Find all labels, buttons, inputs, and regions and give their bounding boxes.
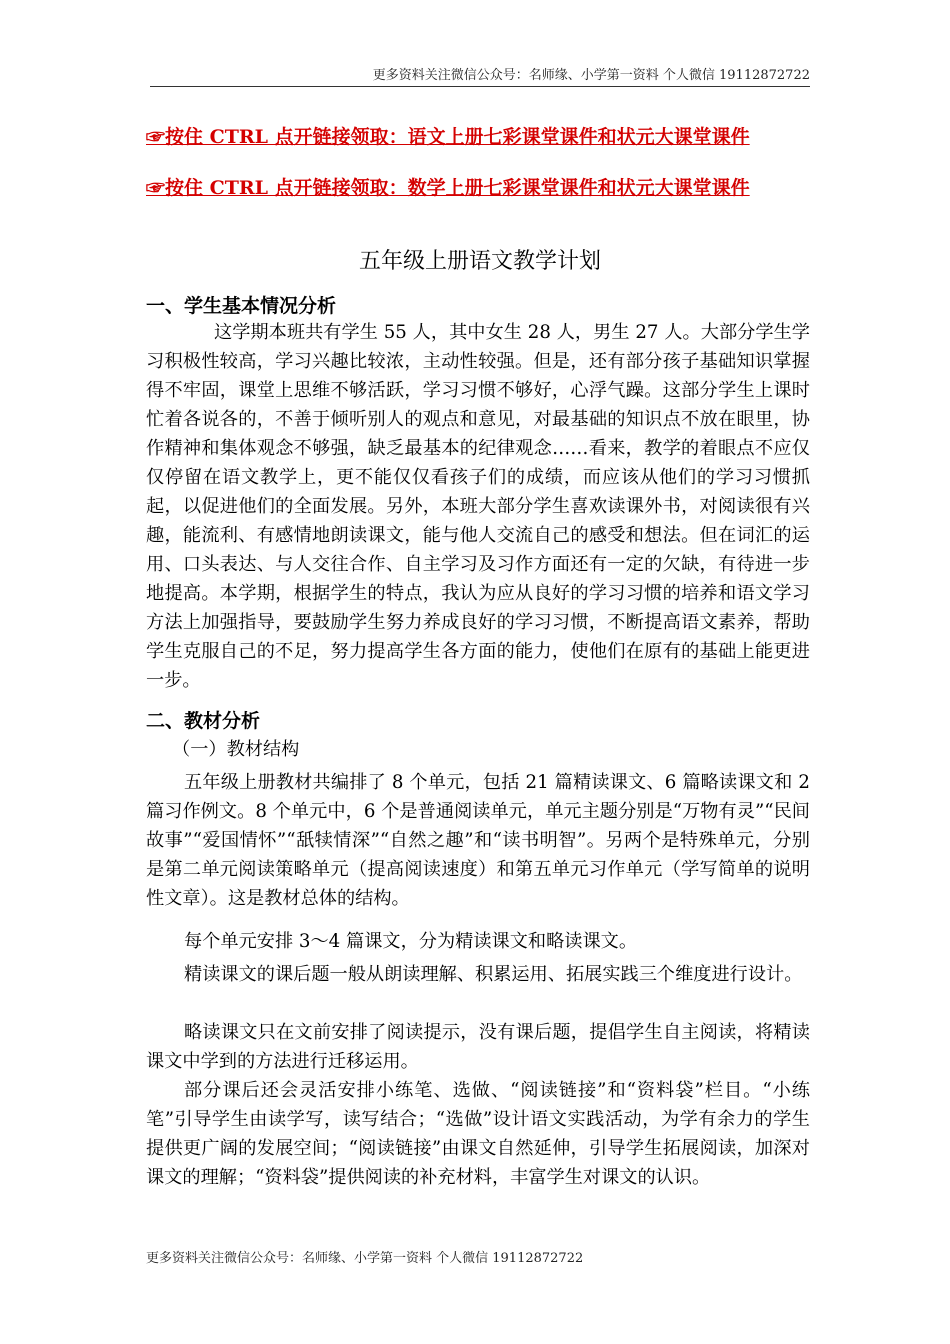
promo-link-chinese[interactable] (146, 125, 814, 149)
paragraph: 略读课文只在文前安排了阅读提示，没有课后题，提倡学生自主阅读，将精读课文中学到的方法进行迁移运用。 (146, 1022, 810, 1072)
paragraph: 这学期本班共有学生 55 人，其中女生 28 人，男生 27 人。大部分学生学习积极性较高，学习兴趣比较浓，主动性较强。但是，还有部分孩子基础知识掌握得不牢固，课堂上思维不够活跃，学习习惯不够好，心浮气躁。这部分学生上课时忙着各说各的，不善于倾听别人的观点和意见，对最基础的知识点不放在眼里，协作精神和集体观念不够强，缺乏最基本的纪律观念……看来，教学的着眼点不应仅仅停留在语文教学上，更不能仅仅看孩子们的成绩，而应该从他们的学习习惯抓起，以促进他们的全面发展。另外，本班大部分学生喜欢读课外书，对阅读很有兴趣，能流利、有感情地朗读课文，能与他人交流自己的感受和想法。但在词汇的运用、口头表达、与人交往合作、自主学习及习作方面还有一定的欠缺，有待进一步地提高。本学期，根据学生的特点，我认为应从良好的学习习惯的培养和语文学习方法上加强指导，要鼓励学生努力养成良好的学习习惯，不断提高语文素养，帮助学生克服自己的不足，努力提高学生各方面的能力，使他们在原有的基础上能更进一步。 (146, 322, 810, 691)
pointing-hand-icon: ☞ (146, 126, 166, 148)
paragraph: 每个单元安排 3～4 篇课文，分为精读课文和略读课文。 (184, 931, 638, 952)
paragraph: 精读课文的课后题一般从朗读理解、积累运用、拓展实践三个维度进行设计。 (184, 964, 803, 985)
promo-link-math[interactable] (146, 176, 814, 200)
document-title: 五年级上册语文教学计划 (358, 249, 601, 274)
header-note: 更多资料关注微信公众号：名师缘、小学第一资料 个人微信 19112872722 (372, 68, 810, 83)
promo-link-math-text[interactable]: 按住 CTRL 点开链接领取：数学上册七彩课堂课件和状元大课堂课件 (165, 177, 750, 199)
section-heading-textbook-analysis: 二、教材分析 (146, 710, 261, 732)
footer-note: 更多资料关注微信公众号：名师缘、小学第一资料 个人微信 19112872722 (146, 1251, 584, 1266)
subheading-textbook-structure: （一）教材结构 (172, 739, 300, 760)
paragraph: 五年级上册教材共编排了 8 个单元，包括 21 篇精读课文、6 篇略读课文和 2 篇习作例文。8 个单元中，6 个是普通阅读单元，单元主题分别是“万物有灵”“民间故事”“爱国情怀”“舐犊情深”“自然之趣”和“读书明智”。另两个是特殊单元，分别是第二单元阅读策略单元（提高阅读速度）和第五单元习作单元（学写简单的说明性文章）。这是教材总体的结构。 (146, 772, 810, 909)
header-divider (150, 86, 810, 87)
promo-link-chinese-text[interactable]: 按住 CTRL 点开链接领取：语文上册七彩课堂课件和状元大课堂课件 (165, 126, 750, 148)
paragraph: 部分课后还会灵活安排小练笔、选做、“阅读链接”和“资料袋”栏目。“小练笔”引导学生由读学写，读写结合；“选做”设计语文实践活动，为学有余力的学生提供更广阔的发展空间；“阅读链接”由课文自然延伸，引导学生拓展阅读，加深对课文的理解；“资料袋”提供阅读的补充材料，丰富学生对课文的认识。 (146, 1080, 810, 1188)
pointing-hand-icon: ☞ (146, 177, 166, 199)
section-heading-student-analysis: 一、学生基本情况分析 (146, 295, 337, 317)
